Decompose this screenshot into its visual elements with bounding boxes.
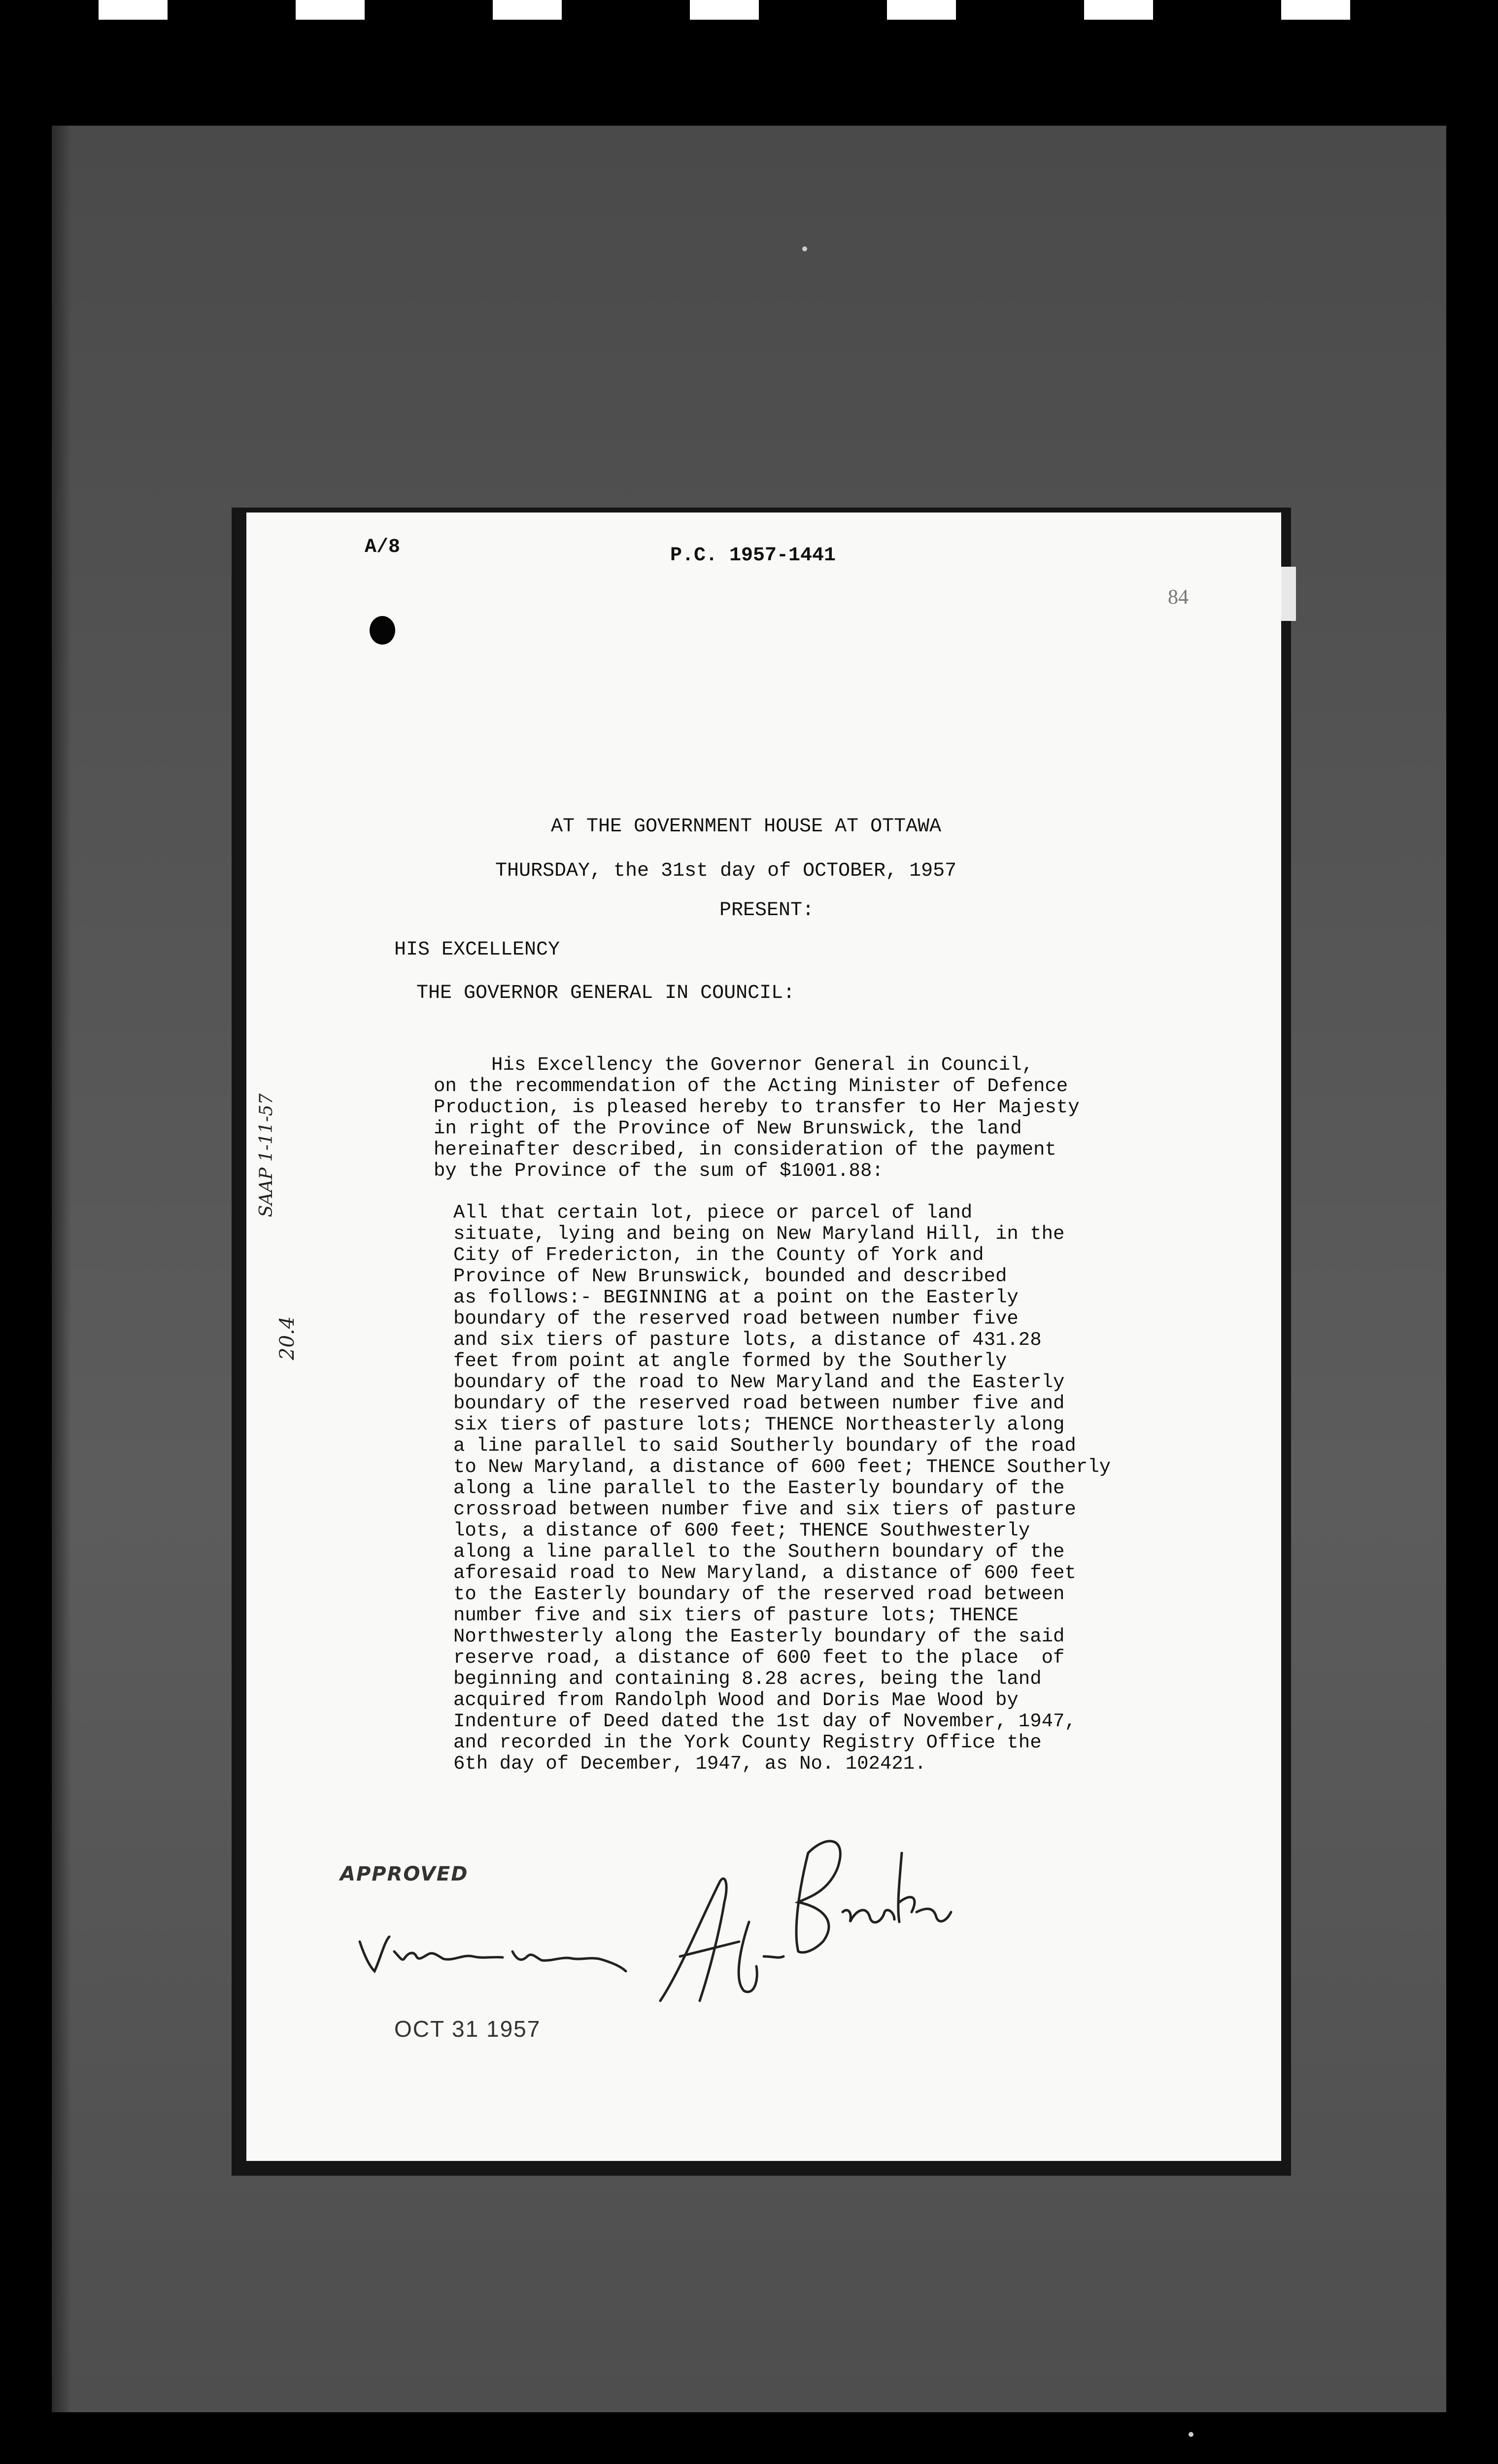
punch-hole — [370, 616, 395, 645]
approved-label: APPROVED — [340, 1863, 469, 1885]
page-corner — [1281, 567, 1296, 621]
file-reference: A/8 — [365, 536, 401, 558]
margin-annotation-2: 20.4 — [276, 1316, 299, 1360]
film-speck — [802, 246, 807, 251]
margin-annotation: SAAP 1-11-57 — [256, 1093, 276, 1217]
film-edge — [52, 126, 71, 2412]
body-paragraph-2: All that certain lot, piece or parcel of land situate, lying and being on New Maryland Hill, in the City of Fredericton, in the County of York and Province of New Brunswick, bounded and described as follows:- BEGINNING at a point on the Easterly boundary of the reserved road between number five and six tiers of pasture lots, a distance of 431.28 feet from point at angle formed by the Southerly boundary of the road to New Maryland and the Easterly boundary of the reserved road between number five and six tiers of pasture lots; THENCE Northeasterly along a line parallel to said Southerly boundary of the road to New Maryland, a distance of 600 feet; THENCE Southerly along a line parallel to the Easterly boundary of the crossroad between number five and six tiers of pasture lots, a distance of 600 feet; THENCE Southwesterly along a line parallel to the Southern boundary of the aforesaid road to New Maryland, a distance of 600 feet to the Easterly boundary of the reserved road between number five and six tiers of pasture lots; THENCE Northwesterly along the Easterly boundary of the said reserve road, a distance of 600 feet to the place of beginning and containing 8.28 acres, being the land acquired from Randolph Wood and Doris Mae Wood by Indenture of Deed dated the 1st day of November, 1947, and recorded in the York County Registry Office the 6th day of December, 1947, as No. 102421. — [453, 1202, 1111, 1775]
heading-date: THURSDAY, the 31st day of OCTOBER, 1957 — [495, 860, 957, 882]
governor-general-signature — [355, 1922, 631, 1981]
sprocket-hole — [887, 0, 956, 20]
sprocket-hole — [99, 0, 168, 20]
page-number: 84 — [1168, 586, 1189, 609]
sprocket-hole — [296, 0, 365, 20]
heading-council: THE GOVERNOR GENERAL IN COUNCIL: — [416, 982, 795, 1004]
sprocket-hole — [690, 0, 759, 20]
sprocket-hole — [1084, 0, 1153, 20]
film-speck — [1189, 2432, 1193, 2437]
approval-date-stamp: OCT 31 1957 — [394, 2016, 541, 2042]
clerk-signature — [650, 1794, 956, 2025]
body-paragraph-1: His Excellency the Governor General in Council, on the recommendation of the Acting Minister of Defence Production, is pleased hereby to transfer to Her Majesty in right of the Province of New Brunswick, the land hereinafter described, in consideration of the payment by the Province of the sum of $1001.88: — [434, 1054, 1080, 1182]
heading-present: PRESENT: — [719, 899, 815, 922]
heading-place: AT THE GOVERNMENT HOUSE AT OTTAWA — [551, 816, 942, 838]
heading-his-excellency: HIS EXCELLENCY — [394, 939, 560, 961]
sprocket-hole — [493, 0, 562, 20]
order-number: P.C. 1957-1441 — [670, 545, 836, 567]
sprocket-hole — [1281, 0, 1350, 20]
